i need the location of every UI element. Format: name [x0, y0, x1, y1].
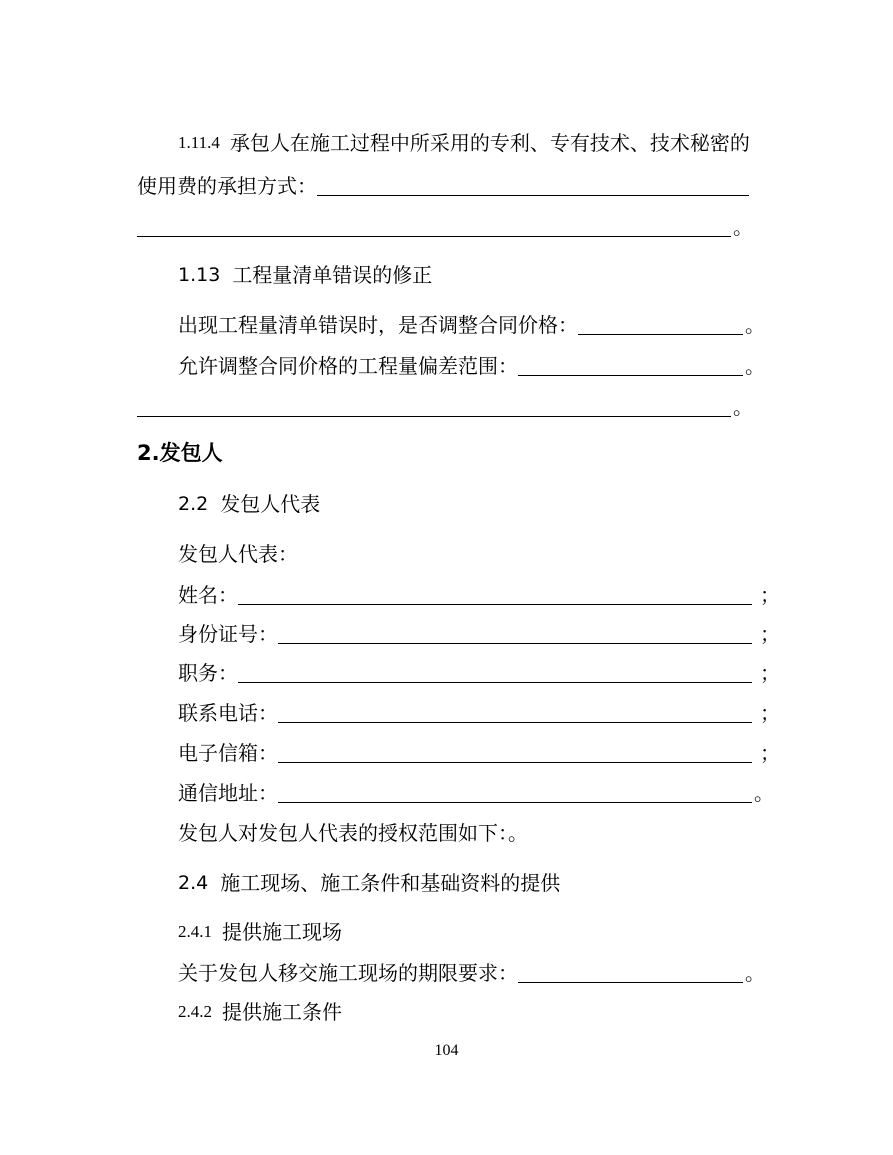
patent-fee-label: 使用费的承担方式：	[137, 174, 317, 198]
price-adjust-label: 出现工程量清单错误时，是否调整合同价格：	[178, 313, 578, 337]
deviation-range-line-2	[137, 394, 753, 420]
field-position	[178, 660, 780, 686]
period: 。	[745, 354, 765, 378]
address-blank[interactable]	[278, 782, 752, 803]
field-address	[178, 780, 774, 806]
semicolon: ；	[760, 701, 780, 725]
field-email	[178, 740, 780, 766]
period: 。	[733, 215, 753, 239]
clause-title: 施工现场、施工条件和基础资料的提供	[220, 871, 561, 895]
clause-2-4-heading	[178, 870, 560, 896]
period: 。	[733, 395, 753, 419]
clause-number: 2.2	[178, 493, 209, 515]
period: 。	[745, 313, 765, 337]
field-phone	[178, 700, 780, 726]
price-adjust-blank[interactable]	[578, 314, 743, 335]
patent-fee-line-2	[137, 214, 753, 240]
clause-number: 1.11.4	[178, 133, 220, 152]
field-id-number	[178, 621, 780, 647]
patent-fee-blank[interactable]	[317, 175, 749, 196]
section-2-heading: 2.发包人	[137, 441, 223, 465]
field-label: 姓名：	[178, 583, 238, 607]
id-number-blank[interactable]	[278, 623, 752, 644]
period: 。	[745, 961, 765, 985]
clause-text: 承包人在施工过程中所采用的专利、专有技术、技术秘密的	[229, 131, 750, 155]
clause-number: 1.13	[178, 264, 221, 286]
authorization-scope: 发包人对发包人代表的授权范围如下：。	[178, 821, 528, 845]
site-handover-line	[178, 960, 765, 986]
clause-number: 2.4.2	[178, 1002, 212, 1021]
patent-fee-blank-2[interactable]	[137, 216, 731, 237]
clause-1-11-4-heading	[178, 130, 750, 156]
deviation-range-label: 允许调整合同价格的工程量偏差范围：	[178, 354, 518, 378]
deviation-range-blank[interactable]	[518, 355, 743, 376]
clause-number: 2.4	[178, 872, 209, 894]
position-blank[interactable]	[238, 662, 752, 683]
field-label: 职务：	[178, 661, 238, 685]
name-blank[interactable]	[238, 584, 752, 605]
deviation-range-line	[178, 353, 765, 379]
site-handover-label: 关于发包人移交施工现场的期限要求：	[178, 961, 518, 985]
employer-rep-intro: 发包人代表：	[178, 542, 298, 566]
semicolon: ；	[760, 661, 780, 685]
site-handover-blank[interactable]	[518, 962, 743, 983]
field-label: 联系电话：	[178, 701, 278, 725]
field-label: 电子信箱：	[178, 741, 278, 765]
clause-2-4-1-heading	[178, 919, 342, 945]
email-blank[interactable]	[278, 742, 752, 763]
deviation-range-blank-2[interactable]	[137, 396, 731, 417]
clause-2-2-heading	[178, 491, 320, 517]
field-label: 通信地址：	[178, 781, 278, 805]
semicolon: ；	[760, 741, 780, 765]
clause-2-4-2-heading	[178, 999, 342, 1025]
patent-fee-line	[137, 173, 749, 199]
clause-1-13-heading	[178, 262, 432, 288]
period: 。	[754, 781, 774, 805]
clause-title: 提供施工条件	[222, 1000, 342, 1024]
phone-blank[interactable]	[278, 702, 752, 723]
clause-title: 工程量清单错误的修正	[232, 263, 433, 287]
semicolon: ；	[760, 622, 780, 646]
semicolon: ；	[760, 583, 780, 607]
clause-number: 2.4.1	[178, 922, 212, 941]
clause-title: 发包人代表	[220, 492, 321, 516]
page-number: 104	[434, 1042, 459, 1059]
field-name	[178, 582, 780, 608]
field-label: 身份证号：	[178, 622, 278, 646]
clause-title: 提供施工现场	[222, 920, 342, 944]
price-adjust-line	[178, 312, 765, 338]
